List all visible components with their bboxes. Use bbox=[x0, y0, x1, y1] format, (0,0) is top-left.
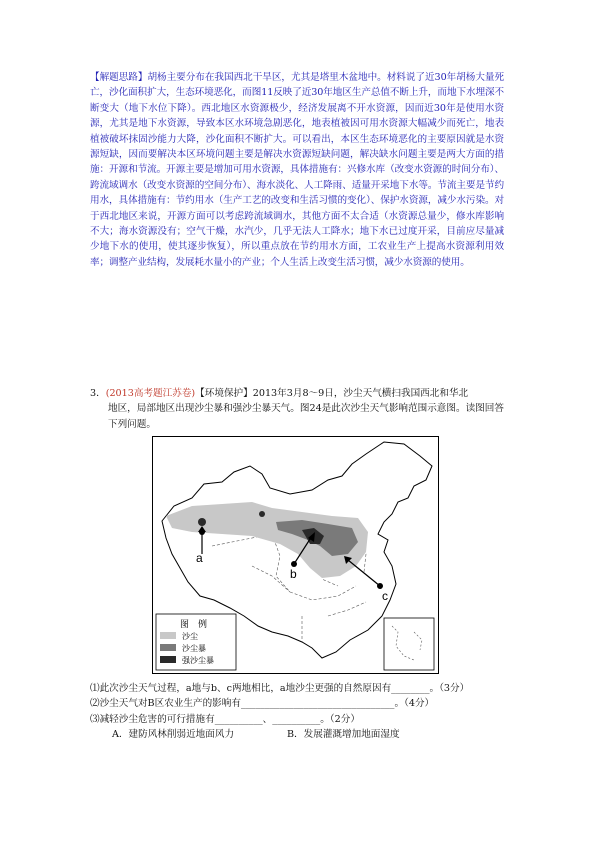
point-label-a: a bbox=[196, 551, 203, 565]
point-label-b: b bbox=[290, 567, 297, 581]
analysis-tag: 【解题思路】 bbox=[90, 72, 148, 83]
sub-question-3: ⑶减轻沙尘危害的可行措施有__________、__________。（2分） bbox=[90, 713, 360, 725]
question-source: (2013高考题江苏卷) bbox=[105, 388, 196, 399]
legend-swatch-storm bbox=[160, 644, 176, 651]
map-svg bbox=[152, 436, 439, 674]
legend-swatch-dust bbox=[160, 632, 176, 639]
question-number: 3． bbox=[90, 388, 106, 399]
sub-questions bbox=[90, 681, 504, 743]
legend-label-dust: 沙尘 bbox=[182, 632, 198, 641]
legend-swatch-strong bbox=[160, 656, 176, 663]
sub-question-1: ⑴此次沙尘天气过程，a地与b、c两地相比，a地沙尘更强的自然原因有________。（3分） bbox=[90, 683, 470, 694]
analysis-text: 胡杨主要分布在我国西北干旱区，尤其是塔里木盆地中。材料说了近30年胡杨大量死亡，沙化面积扩大，生态环境恶化，而图11反映了近30年地区生产总值不断上升，而地下水埋深不断变大（地下水位下降）。西北地区水资源极少，经济发展离不开水资源，因而近30年是使用水资源，尤其是地下水资源，导致本区水环境急剧恶化，地表植被因可用水资源大幅减少而死亡，地表植被破坏抹固沙能力大降，沙化面积不断扩大。可以看出，本区生态环境恶化的主要原因就是水资源短缺，因而要解决本区环境问题主要是解决水资源短缺问题，解决缺水问题主要是两大方面的措施：开源和节流。开源主要是增加可用水资源，具体措施有：兴修水库（改变水资源的时间分布）、跨流域调水（改变水资源的空间分布）、海水淡化、人工降雨、适量开采地下水等。节流主要是节约用水，具体措施有：节约用水（生产工艺的改变和生活习惯的变化）、保护水资源，减少水污染。对于西北地区来说，开源方面可以考虑跨流域调水，其他方面不太合适（水资源总量少，修水库影响不大；海水资源没有；空气干燥，水汽少，几乎无法人工降水；地下水已过度开采，目前应尽量减少地下水的使用，使其逐步恢复），所以重点放在节约用水方面，工农业生产上提高水资源利用效率；调整产业结构，发展耗水量小的产业；个人生活上改变生活习惯，减少水资源的使用。 bbox=[90, 72, 504, 268]
map-legend bbox=[156, 614, 236, 670]
question-stem-1: 2013年3月8～9日，沙尘天气横扫我国西北和华北 bbox=[252, 388, 469, 399]
legend-label-storm: 沙尘暴 bbox=[182, 644, 206, 653]
sub-question-2: ⑵沙尘天气对B区农业生产的影响有________________________________。（4分） bbox=[90, 698, 435, 710]
question-header bbox=[90, 386, 504, 432]
question-stem-2: 地区，局部地区出现沙尘暴和强沙尘暴天气。图24是此次沙尘天气影响范围示意图。读图回答下列问题。 bbox=[108, 403, 504, 430]
legend-title: 图 例 bbox=[180, 620, 208, 630]
legend-label-strong: 强沙尘暴 bbox=[182, 656, 214, 665]
dust-storm-map bbox=[152, 436, 439, 674]
option-row bbox=[90, 727, 504, 742]
point-label-c: c bbox=[382, 589, 388, 603]
option-b: B．发展灌溉增加地面湿度 bbox=[287, 729, 400, 741]
analysis-paragraph bbox=[90, 70, 504, 270]
option-a: A．建防风林削弱近地面风力 bbox=[112, 729, 235, 741]
south-sea-inset bbox=[384, 618, 434, 670]
question-topic: 【环境保护】 bbox=[195, 388, 253, 399]
